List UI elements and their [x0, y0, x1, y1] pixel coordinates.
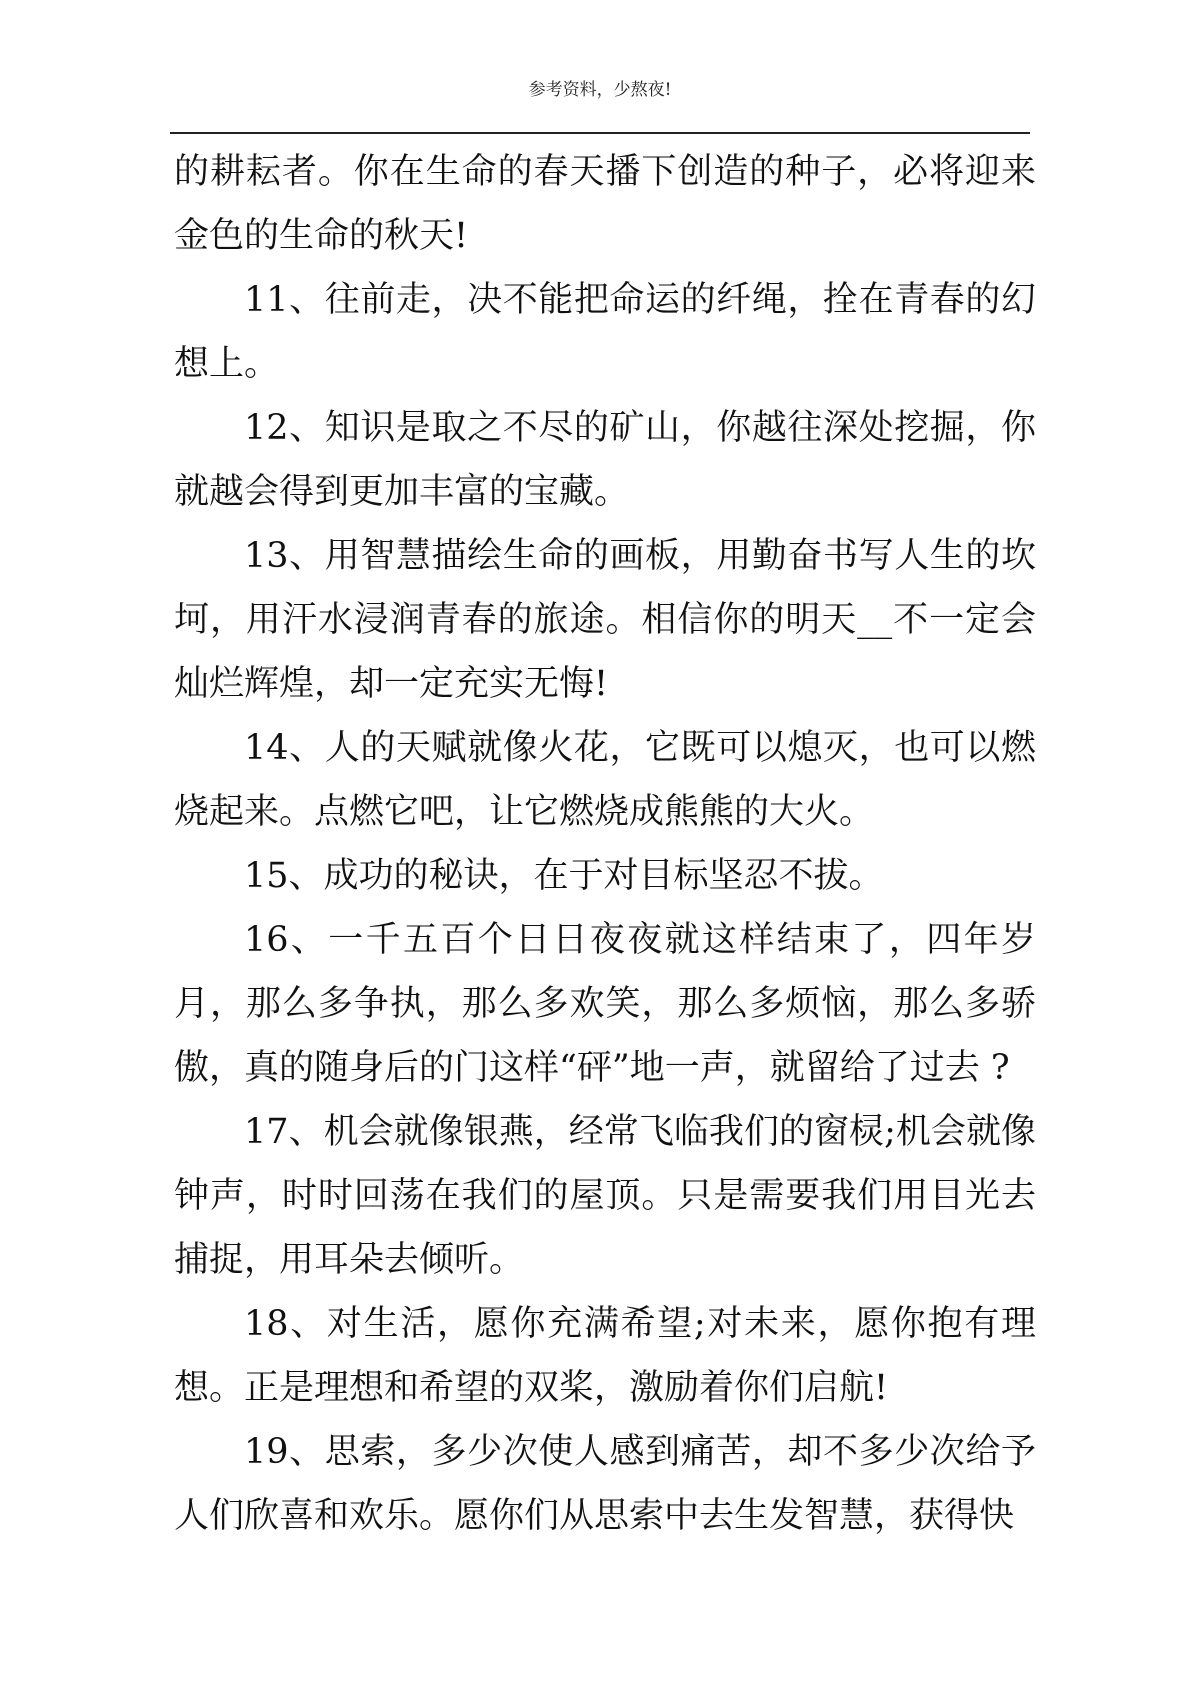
paragraph-item-19: 19、思索，多少次使人感到痛苦，却不多少次给予人们欣喜和欢乐。愿你们从思索中去生发智慧，获得快	[174, 1432, 1036, 1536]
page-header: 参考资料，少熬夜!	[528, 80, 672, 100]
paragraph-item-13: 13、用智慧描绘生命的画板，用勤奋书写人生的坎坷，用汗水浸润青春的旅途。相信你的明天__不一定会灿烂辉煌，却一定充实无悔!	[174, 536, 1036, 704]
paragraph-continuation: 的耕耘者。你在生命的春天播下创造的种子，必将迎来金色的生命的秋天!	[174, 152, 1036, 256]
paragraph-item-14: 14、人的天赋就像火花，它既可以熄灭，也可以燃烧起来。点燃它吧，让它燃烧成熊熊的大火。	[174, 728, 1036, 832]
paragraph-item-12: 12、知识是取之不尽的矿山，你越往深处挖掘，你就越会得到更加丰富的宝藏。	[174, 408, 1036, 512]
paragraph-item-11: 11、往前走，决不能把命运的纤绳，拴在青春的幻想上。	[174, 280, 1036, 384]
paragraph-item-18: 18、对生活，愿你充满希望;对未来，愿你抱有理想。正是理想和希望的双桨，激励着你们启航!	[174, 1304, 1036, 1408]
paragraph-item-17: 17、机会就像银燕，经常飞临我们的窗棂;机会就像钟声，时时回荡在我们的屋顶。只是需要我们用目光去捕捉，用耳朵去倾听。	[174, 1112, 1036, 1280]
paragraph-item-16: 16、一千五百个日日夜夜就这样结束了，四年岁月，那么多争执，那么多欢笑，那么多烦恼，那么多骄傲，真的随身后的门这样“砰”地一声，就留给了过去 ?	[174, 920, 1036, 1088]
paragraph-item-15: 15、成功的秘诀，在于对目标坚忍不拔。	[244, 856, 884, 896]
document-body	[174, 140, 1036, 1548]
header-divider	[170, 132, 1030, 134]
